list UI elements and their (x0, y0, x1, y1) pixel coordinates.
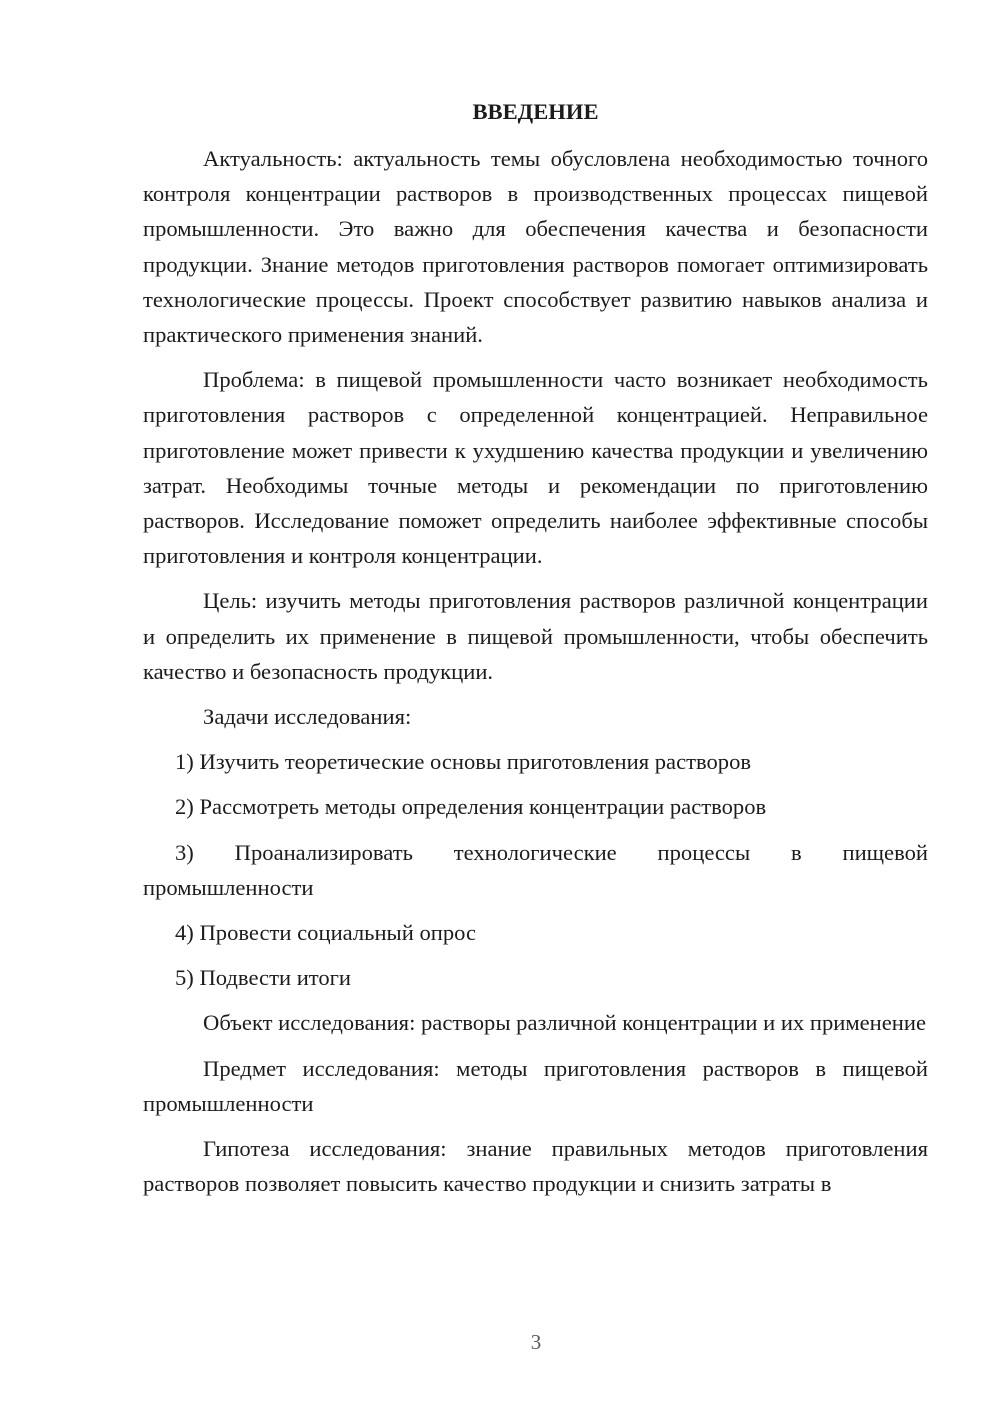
section-heading: ВВЕДЕНИЕ (472, 99, 599, 124)
page-content (143, 94, 928, 1211)
object-paragraph: Объект исследования: растворы различной концентрации и их применение (203, 1010, 927, 1036)
task-item: 2) Рассмотреть методы определения концентрации растворов (175, 794, 767, 820)
task-item: 5) Подвести итоги (175, 965, 352, 991)
subject-paragraph: Предмет исследования: методы приготовления растворов в пищевой промышленности (143, 1055, 928, 1116)
problem-paragraph: Проблема: в пищевой промышленности часто возникает необходимость приготовления растворов с определенной концентрацией. Неправильное приготовление может привести к ухудшению качества продукции и увеличению затрат. Необходимы точные методы и рекомендации по приготовлению растворов. Исследование поможет определить наиболее эффективные способы приготовления и контроля концентрации. (143, 367, 928, 569)
goal-paragraph: Цель: изучить методы приготовления растворов различной концентрации и определить их применение в пищевой промышленности, чтобы обеспечить качество и безопасность продукции. (143, 588, 928, 684)
relevance-paragraph: Актуальность: актуальность темы обусловлена необходимостью точного контроля концентрации растворов в производственных процессах пищевой промышленности. Это важно для обеспечения качества и безопасности продукции. Знание методов приготовления растворов помогает оптимизировать технологические процессы. Проект способствует развитию навыков анализа и практического применения знаний. (143, 146, 928, 348)
hypothesis-paragraph: Гипотеза исследования: знание правильных методов приготовления растворов позволяет повысить качество продукции и снизить затраты в (143, 1136, 928, 1197)
task-item: 4) Провести социальный опрос (175, 920, 477, 946)
task-item: 3) Проанализировать технологические процессы в пищевой промышленности (143, 839, 928, 900)
tasks-title: Задачи исследования: (203, 704, 412, 730)
page-number: 3 (530, 1330, 542, 1354)
task-item: 1) Изучить теоретические основы приготовления растворов (175, 749, 752, 775)
